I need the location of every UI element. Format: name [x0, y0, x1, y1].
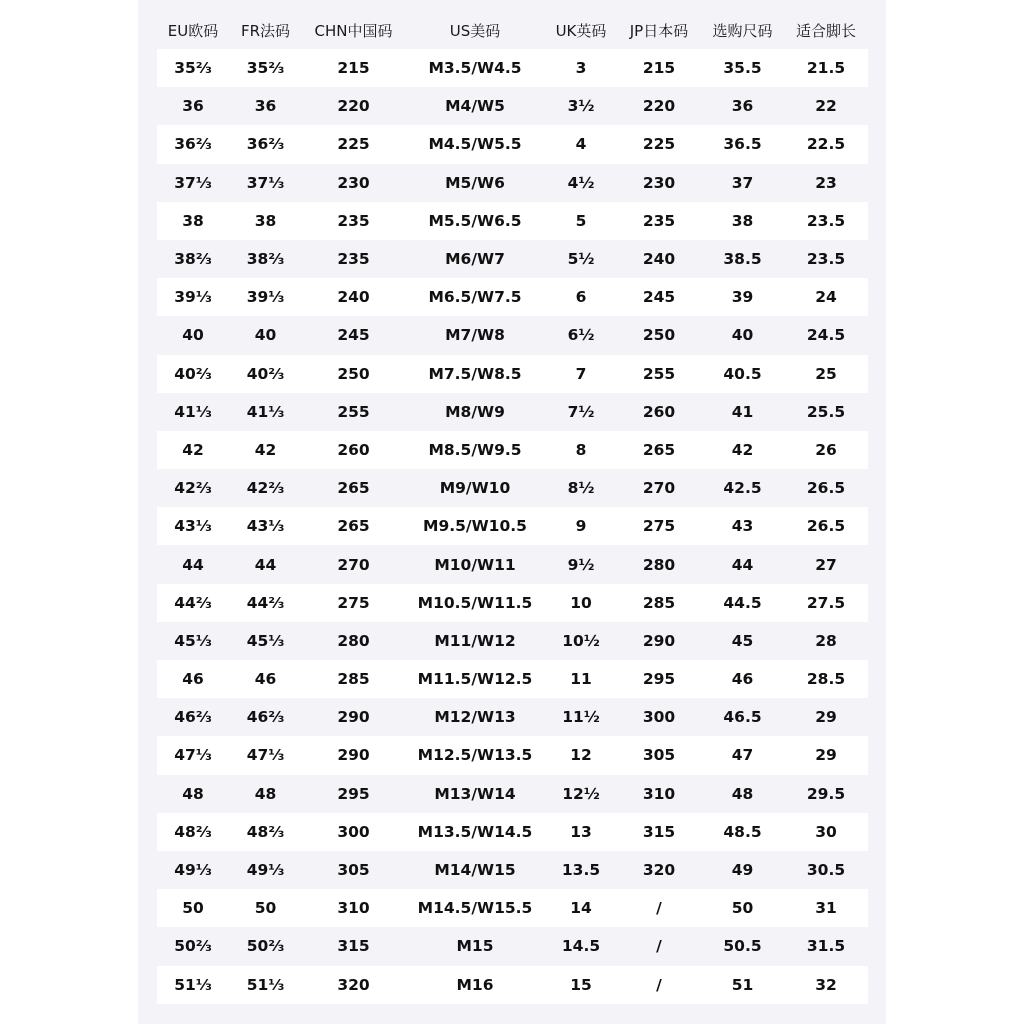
table-row — [157, 966, 868, 1004]
cell-uk: 12½ — [562, 784, 600, 803]
cell-selected-size: 46 — [731, 670, 754, 689]
table-row — [157, 736, 868, 774]
table-row — [157, 507, 868, 545]
cell-uk: 7½ — [567, 402, 595, 421]
table-row — [157, 240, 868, 278]
cell-jp: 280 — [642, 555, 676, 574]
cell-fr: 36⅔ — [246, 135, 285, 154]
cell-fr: 46 — [254, 670, 277, 689]
cell-uk: 15 — [570, 975, 592, 994]
cell-us: M9/W10 — [439, 479, 511, 498]
table-row — [157, 927, 868, 965]
cell-fr: 42⅔ — [246, 479, 285, 498]
header-jp: JP日本码 — [629, 21, 689, 40]
cell-uk: 8 — [575, 440, 587, 459]
cell-uk: 4 — [575, 135, 587, 154]
cell-jp: 250 — [642, 326, 676, 345]
cell-us: M10/W11 — [434, 555, 516, 574]
table-row — [157, 584, 868, 622]
cell-uk: 3 — [575, 59, 587, 78]
cell-eu: 35⅔ — [174, 59, 212, 78]
cell-uk: 11½ — [562, 708, 600, 727]
cell-eu: 41⅓ — [174, 402, 212, 421]
header-uk: UK英码 — [555, 21, 607, 40]
table-row — [157, 889, 868, 927]
cell-us: M12.5/W13.5 — [417, 746, 533, 765]
cell-foot-length: 26 — [815, 440, 837, 459]
cell-eu: 36 — [182, 97, 204, 116]
cell-fr: 44 — [254, 555, 277, 574]
cell-selected-size: 45 — [731, 631, 754, 650]
cell-selected-size: 37 — [731, 173, 754, 192]
cell-foot-length: 31.5 — [806, 937, 846, 956]
cell-chn: 290 — [337, 746, 370, 765]
cell-jp: 315 — [642, 822, 676, 841]
cell-jp: 275 — [642, 517, 676, 536]
cell-foot-length: 28.5 — [806, 670, 846, 689]
cell-foot-length: 31 — [815, 899, 837, 918]
cell-foot-length: 29 — [815, 746, 837, 765]
cell-eu: 47⅓ — [174, 746, 212, 765]
cell-uk: 8½ — [567, 479, 595, 498]
cell-chn: 310 — [337, 899, 370, 918]
cell-fr: 44⅔ — [246, 593, 285, 612]
cell-uk: 5½ — [567, 250, 595, 269]
cell-selected-size: 44 — [731, 555, 754, 574]
cell-chn: 250 — [337, 364, 370, 383]
cell-jp: 295 — [642, 670, 676, 689]
cell-chn: 230 — [337, 173, 370, 192]
cell-us: M5/W6 — [445, 173, 505, 192]
cell-eu: 50⅔ — [174, 937, 212, 956]
cell-chn: 235 — [337, 211, 370, 230]
cell-eu: 38⅔ — [174, 250, 212, 269]
cell-uk: 10 — [570, 593, 592, 612]
cell-selected-size: 44.5 — [723, 593, 762, 612]
cell-chn: 305 — [337, 861, 370, 880]
table-row — [157, 316, 868, 354]
cell-us: M15 — [456, 937, 494, 956]
cell-fr: 42 — [254, 440, 277, 459]
cell-eu: 37⅓ — [174, 173, 212, 192]
cell-fr: 38 — [254, 211, 277, 230]
table-row — [157, 393, 868, 431]
cell-fr: 43⅓ — [246, 517, 285, 536]
table-row — [157, 545, 868, 583]
table-row — [157, 431, 868, 469]
cell-us: M16 — [456, 975, 494, 994]
cell-selected-size: 36.5 — [723, 135, 762, 154]
cell-fr: 35⅔ — [246, 59, 285, 78]
cell-jp: 230 — [642, 173, 676, 192]
cell-eu: 36⅔ — [174, 135, 212, 154]
cell-chn: 215 — [337, 59, 370, 78]
cell-chn: 245 — [337, 326, 370, 345]
cell-fr: 48 — [254, 784, 277, 803]
table-row — [157, 87, 868, 125]
cell-selected-size: 35.5 — [723, 59, 762, 78]
cell-selected-size: 51 — [731, 975, 754, 994]
cell-chn: 235 — [337, 250, 370, 269]
cell-uk: 12 — [570, 746, 592, 765]
cell-chn: 225 — [337, 135, 370, 154]
cell-selected-size: 42 — [731, 440, 754, 459]
cell-foot-length: 30.5 — [806, 861, 846, 880]
cell-jp: 270 — [642, 479, 676, 498]
cell-chn: 295 — [337, 784, 370, 803]
cell-fr: 38⅔ — [246, 250, 285, 269]
cell-fr: 51⅓ — [246, 975, 285, 994]
table-row — [157, 164, 868, 202]
cell-foot-length: 26.5 — [806, 479, 846, 498]
cell-foot-length: 24.5 — [806, 326, 846, 345]
header-chn: CHN中国码 — [314, 21, 393, 40]
cell-foot-length: 25 — [815, 364, 837, 383]
cell-chn: 270 — [337, 555, 370, 574]
cell-uk: 4½ — [567, 173, 595, 192]
cell-uk: 13.5 — [561, 861, 601, 880]
cell-foot-length: 27 — [815, 555, 837, 574]
cell-fr: 47⅓ — [246, 746, 285, 765]
cell-foot-length: 29.5 — [806, 784, 846, 803]
cell-chn: 240 — [337, 288, 370, 307]
cell-jp: 220 — [642, 97, 676, 116]
cell-uk: 3½ — [567, 97, 595, 116]
cell-foot-length: 29 — [815, 708, 837, 727]
cell-foot-length: 22 — [815, 97, 837, 116]
table-row — [157, 49, 868, 87]
cell-selected-size: 47 — [731, 746, 754, 765]
cell-fr: 40⅔ — [246, 364, 285, 383]
cell-chn: 260 — [337, 440, 370, 459]
cell-eu: 45⅓ — [174, 631, 212, 650]
cell-jp: 285 — [642, 593, 676, 612]
cell-chn: 280 — [337, 631, 370, 650]
cell-jp: 240 — [642, 250, 676, 269]
cell-us: M9.5/W10.5 — [423, 517, 527, 536]
header-eu: EU欧码 — [167, 21, 219, 40]
cell-us: M11.5/W12.5 — [417, 670, 533, 689]
cell-foot-length: 28 — [815, 631, 837, 650]
cell-selected-size: 42.5 — [723, 479, 762, 498]
cell-selected-size: 50.5 — [723, 937, 762, 956]
cell-foot-length: 23.5 — [806, 211, 846, 230]
cell-eu: 46 — [182, 670, 204, 689]
cell-chn: 290 — [337, 708, 370, 727]
cell-chn: 320 — [337, 975, 370, 994]
cell-uk: 5 — [575, 211, 587, 230]
cell-selected-size: 50 — [731, 899, 754, 918]
cell-foot-length: 24 — [815, 288, 837, 307]
table-row — [157, 813, 868, 851]
cell-chn: 265 — [337, 517, 370, 536]
table-row — [157, 355, 868, 393]
cell-us: M4.5/W5.5 — [428, 135, 522, 154]
cell-foot-length: 23 — [815, 173, 837, 192]
cell-jp: 300 — [642, 708, 676, 727]
cell-us: M12/W13 — [434, 708, 516, 727]
cell-selected-size: 49 — [731, 861, 754, 880]
cell-uk: 14.5 — [561, 937, 601, 956]
table-row — [157, 278, 868, 316]
cell-uk: 6½ — [567, 326, 595, 345]
cell-eu: 42⅔ — [174, 479, 212, 498]
cell-chn: 275 — [337, 593, 370, 612]
table-row — [157, 698, 868, 736]
cell-fr: 40 — [254, 326, 277, 345]
cell-eu: 48 — [182, 784, 204, 803]
cell-chn: 220 — [337, 97, 370, 116]
cell-us: M11/W12 — [434, 631, 516, 650]
cell-us: M14.5/W15.5 — [417, 899, 533, 918]
cell-eu: 51⅓ — [174, 975, 212, 994]
header-fr: FR法码 — [240, 21, 291, 40]
cell-eu: 40⅔ — [174, 364, 212, 383]
cell-jp: 215 — [642, 59, 676, 78]
cell-chn: 265 — [337, 479, 370, 498]
cell-uk: 14 — [570, 899, 592, 918]
cell-uk: 6 — [575, 288, 587, 307]
cell-us: M5.5/W6.5 — [428, 211, 522, 230]
cell-selected-size: 48 — [731, 784, 754, 803]
header-us: US美码 — [449, 21, 501, 40]
table-row — [157, 125, 868, 163]
cell-foot-length: 25.5 — [806, 402, 846, 421]
cell-jp: 290 — [642, 631, 676, 650]
cell-us: M8.5/W9.5 — [428, 440, 522, 459]
cell-jp: / — [656, 899, 662, 918]
cell-foot-length: 22.5 — [806, 135, 846, 154]
cell-fr: 37⅓ — [246, 173, 285, 192]
cell-us: M3.5/W4.5 — [428, 59, 522, 78]
table-row — [157, 660, 868, 698]
cell-uk: 10½ — [562, 631, 600, 650]
table-row — [157, 851, 868, 889]
cell-selected-size: 38.5 — [723, 250, 762, 269]
cell-uk: 9½ — [567, 555, 595, 574]
cell-us: M10.5/W11.5 — [417, 593, 533, 612]
cell-uk: 11 — [570, 670, 592, 689]
cell-foot-length: 30 — [815, 822, 837, 841]
cell-jp: 245 — [642, 288, 676, 307]
cell-jp: 260 — [642, 402, 676, 421]
cell-fr: 50 — [254, 899, 277, 918]
cell-jp: 310 — [642, 784, 676, 803]
cell-jp: 305 — [642, 746, 676, 765]
cell-selected-size: 38 — [731, 211, 754, 230]
cell-us: M13/W14 — [434, 784, 516, 803]
cell-foot-length: 32 — [815, 975, 837, 994]
cell-chn: 300 — [337, 822, 370, 841]
header-row — [157, 11, 868, 49]
cell-us: M7.5/W8.5 — [428, 364, 522, 383]
cell-eu: 44⅔ — [174, 593, 212, 612]
cell-jp: 265 — [642, 440, 676, 459]
cell-eu: 44 — [182, 555, 204, 574]
cell-eu: 40 — [182, 326, 204, 345]
cell-selected-size: 41 — [731, 402, 754, 421]
cell-uk: 7 — [575, 364, 587, 383]
table-row — [157, 202, 868, 240]
table-row — [157, 775, 868, 813]
cell-eu: 43⅓ — [174, 517, 212, 536]
header-selected-size: 选购尺码 — [712, 21, 773, 40]
table-row — [157, 469, 868, 507]
cell-fr: 36 — [254, 97, 277, 116]
cell-foot-length: 21.5 — [806, 59, 846, 78]
cell-jp: 235 — [642, 211, 676, 230]
table-body — [157, 49, 868, 1004]
cell-fr: 50⅔ — [246, 937, 285, 956]
cell-uk: 13 — [570, 822, 592, 841]
cell-selected-size: 40 — [731, 326, 754, 345]
cell-eu: 50 — [182, 899, 204, 918]
cell-eu: 48⅔ — [174, 822, 212, 841]
cell-fr: 45⅓ — [246, 631, 285, 650]
cell-jp: 320 — [642, 861, 676, 880]
cell-uk: 9 — [575, 517, 587, 536]
cell-us: M7/W8 — [445, 326, 505, 345]
cell-us: M4/W5 — [445, 97, 505, 116]
cell-foot-length: 27.5 — [806, 593, 846, 612]
cell-fr: 48⅔ — [246, 822, 285, 841]
cell-eu: 38 — [182, 211, 204, 230]
cell-selected-size: 40.5 — [723, 364, 762, 383]
cell-us: M13.5/W14.5 — [417, 822, 533, 841]
cell-eu: 46⅔ — [174, 708, 212, 727]
cell-eu: 42 — [182, 440, 204, 459]
cell-jp: 255 — [642, 364, 676, 383]
cell-fr: 49⅓ — [246, 861, 285, 880]
cell-selected-size: 46.5 — [723, 708, 762, 727]
cell-eu: 39⅓ — [174, 288, 212, 307]
cell-selected-size: 43 — [731, 517, 754, 536]
cell-selected-size: 36 — [731, 97, 754, 116]
cell-foot-length: 26.5 — [806, 517, 846, 536]
cell-us: M6/W7 — [445, 250, 505, 269]
cell-chn: 255 — [337, 402, 370, 421]
cell-jp: 225 — [642, 135, 676, 154]
cell-eu: 49⅓ — [174, 861, 212, 880]
cell-selected-size: 48.5 — [723, 822, 762, 841]
cell-chn: 285 — [337, 670, 370, 689]
table-row — [157, 622, 868, 660]
cell-us: M14/W15 — [434, 861, 516, 880]
cell-fr: 39⅓ — [246, 288, 285, 307]
cell-us: M8/W9 — [445, 402, 505, 421]
cell-selected-size: 39 — [731, 288, 754, 307]
cell-jp: / — [656, 975, 662, 994]
cell-fr: 46⅔ — [246, 708, 285, 727]
size-chart-table — [157, 11, 868, 1004]
cell-fr: 41⅓ — [246, 402, 285, 421]
cell-chn: 315 — [337, 937, 370, 956]
cell-us: M6.5/W7.5 — [428, 288, 522, 307]
cell-jp: / — [656, 937, 662, 956]
cell-foot-length: 23.5 — [806, 250, 846, 269]
header-foot-length: 适合脚长 — [795, 21, 856, 40]
